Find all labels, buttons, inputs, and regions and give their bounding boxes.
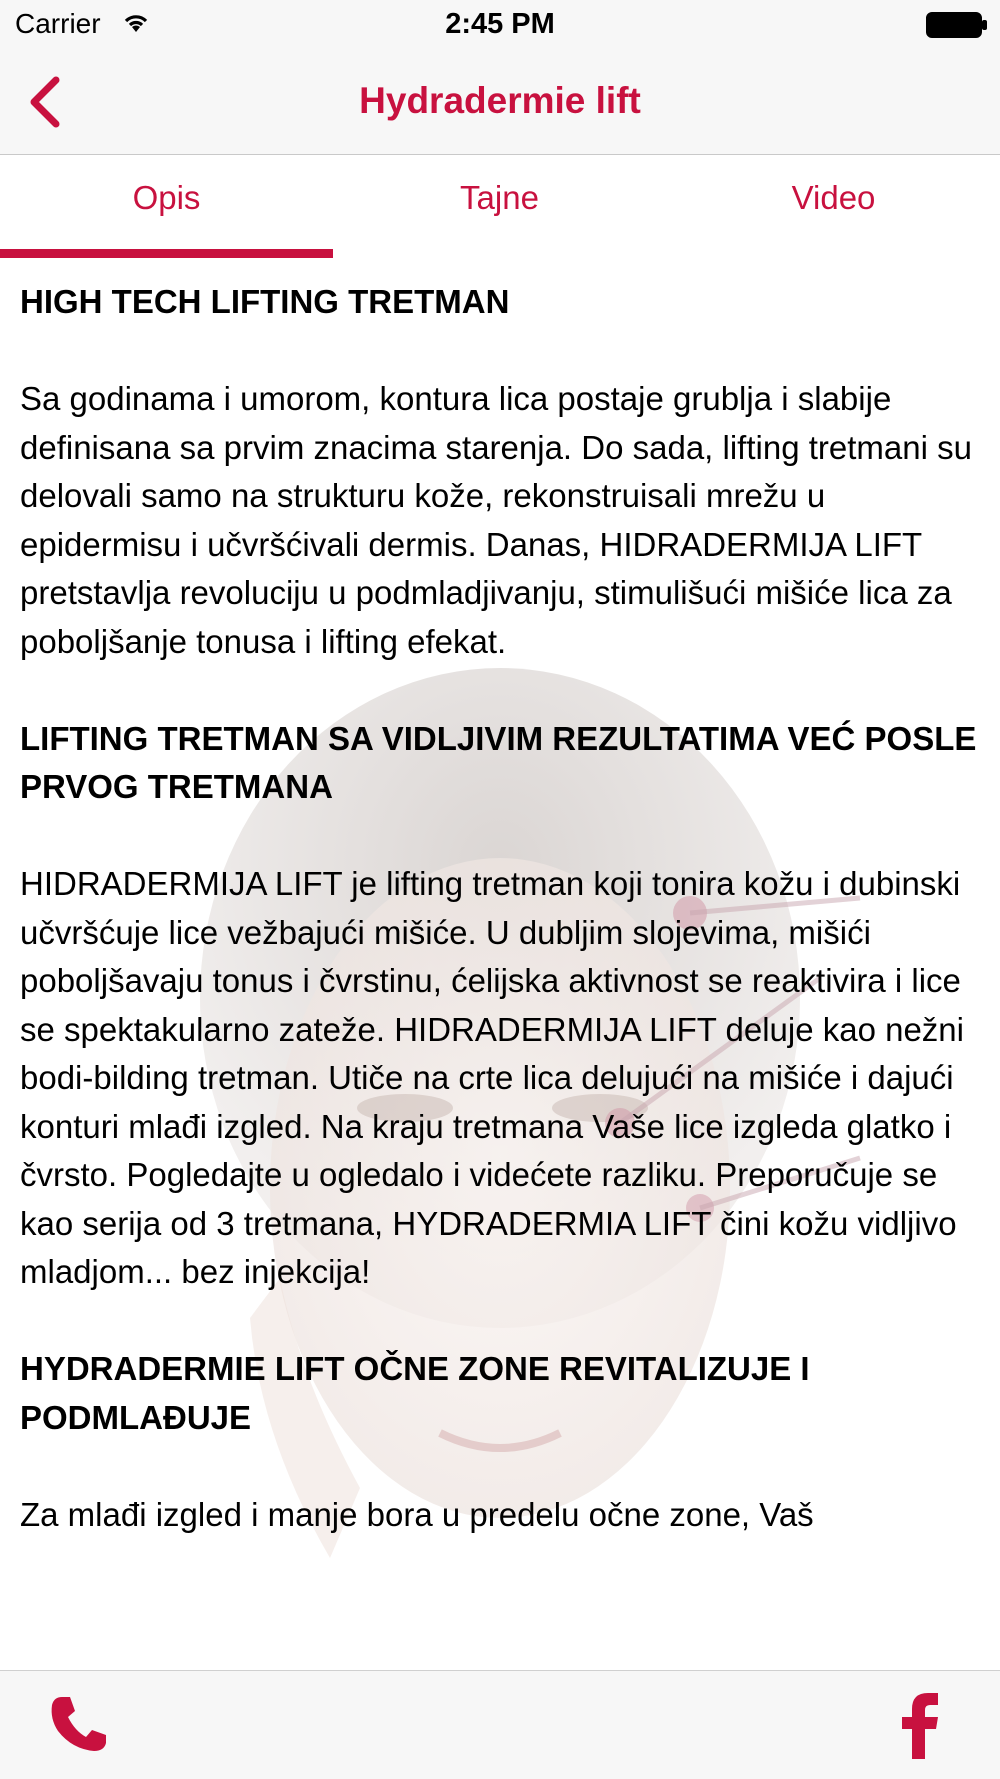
phone-icon (48, 1693, 108, 1755)
section-heading: LIFTING TRETMAN SA VIDLJIVIM REZULTATIMA VEĆ POSLE PRVOG TRETMANA (20, 719, 977, 805)
section-paragraph: Sa godinama i umorom, kontura lica postaje grublja i slabije definisana sa prvim znacima starenja. Do sada, lifting tretmani su delovali samo na strukturu kože, rekonstruisali mrežu u epidermisu i učvršćivali dermis. Danas, HIDRADERMIJA LIFT pretstavlja revoluciju u podmladjivanju, stimulišući mišiće lica za poboljšanje tonusa i lifting efekat. (20, 380, 972, 660)
call-button[interactable] (48, 1693, 108, 1755)
tab-tajne[interactable]: Tajne (460, 179, 539, 216)
section-heading: HYDRADERMIE LIFT OČNE ZONE REVITALIZUJE I PODMLAĐUJE (20, 1350, 810, 1436)
facebook-icon (898, 1691, 942, 1759)
navigation-bar (0, 50, 1000, 155)
section-paragraph: Za mlađi izgled i manje bora u predelu očne zone, Vaš (20, 1495, 814, 1533)
status-bar (0, 0, 1000, 50)
section-heading: HIGH TECH LIFTING TRETMAN (20, 283, 510, 320)
page-title: Hydradermie lift (359, 80, 641, 121)
section-paragraph: HIDRADERMIJA LIFT je lifting tretman koji tonira kožu i dubinski učvršćuje lice vežbajući mišiće. U dubljim slojevima, mišići poboljšavaju tonus i čvrstinu, ćelijska aktivnost se reaktivira i lice se spektakularno zateže. HIDRADERMIJA LIFT deluje kao nežni bodi-bilding tretman. Utiče na crte lica delujući na mišiće i dajući konturi mlađi izgled. Na kraju tretmana Vaše lice izgleda glatko i čvrsto. Pogledajte u ogledalo i videćete razliku. Preporučuje se kao serija od 3 tretmana, HYDRADERMIA LIFT čini kožu vidljivo mladjom... bez injekcija! (20, 865, 964, 1290)
content-scroll-area[interactable] (0, 258, 1000, 1670)
article-text (20, 278, 980, 1539)
bottom-toolbar (0, 1670, 1000, 1779)
status-time: 2:45 PM (445, 8, 555, 40)
facebook-button[interactable] (898, 1691, 942, 1759)
selected-tab-indicator (0, 249, 333, 258)
tab-bar (0, 155, 1000, 258)
carrier-label: Carrier (15, 8, 101, 39)
battery-icon (926, 12, 988, 38)
tab-opis[interactable]: Opis (132, 179, 201, 216)
tab-video[interactable]: Video (791, 179, 876, 216)
